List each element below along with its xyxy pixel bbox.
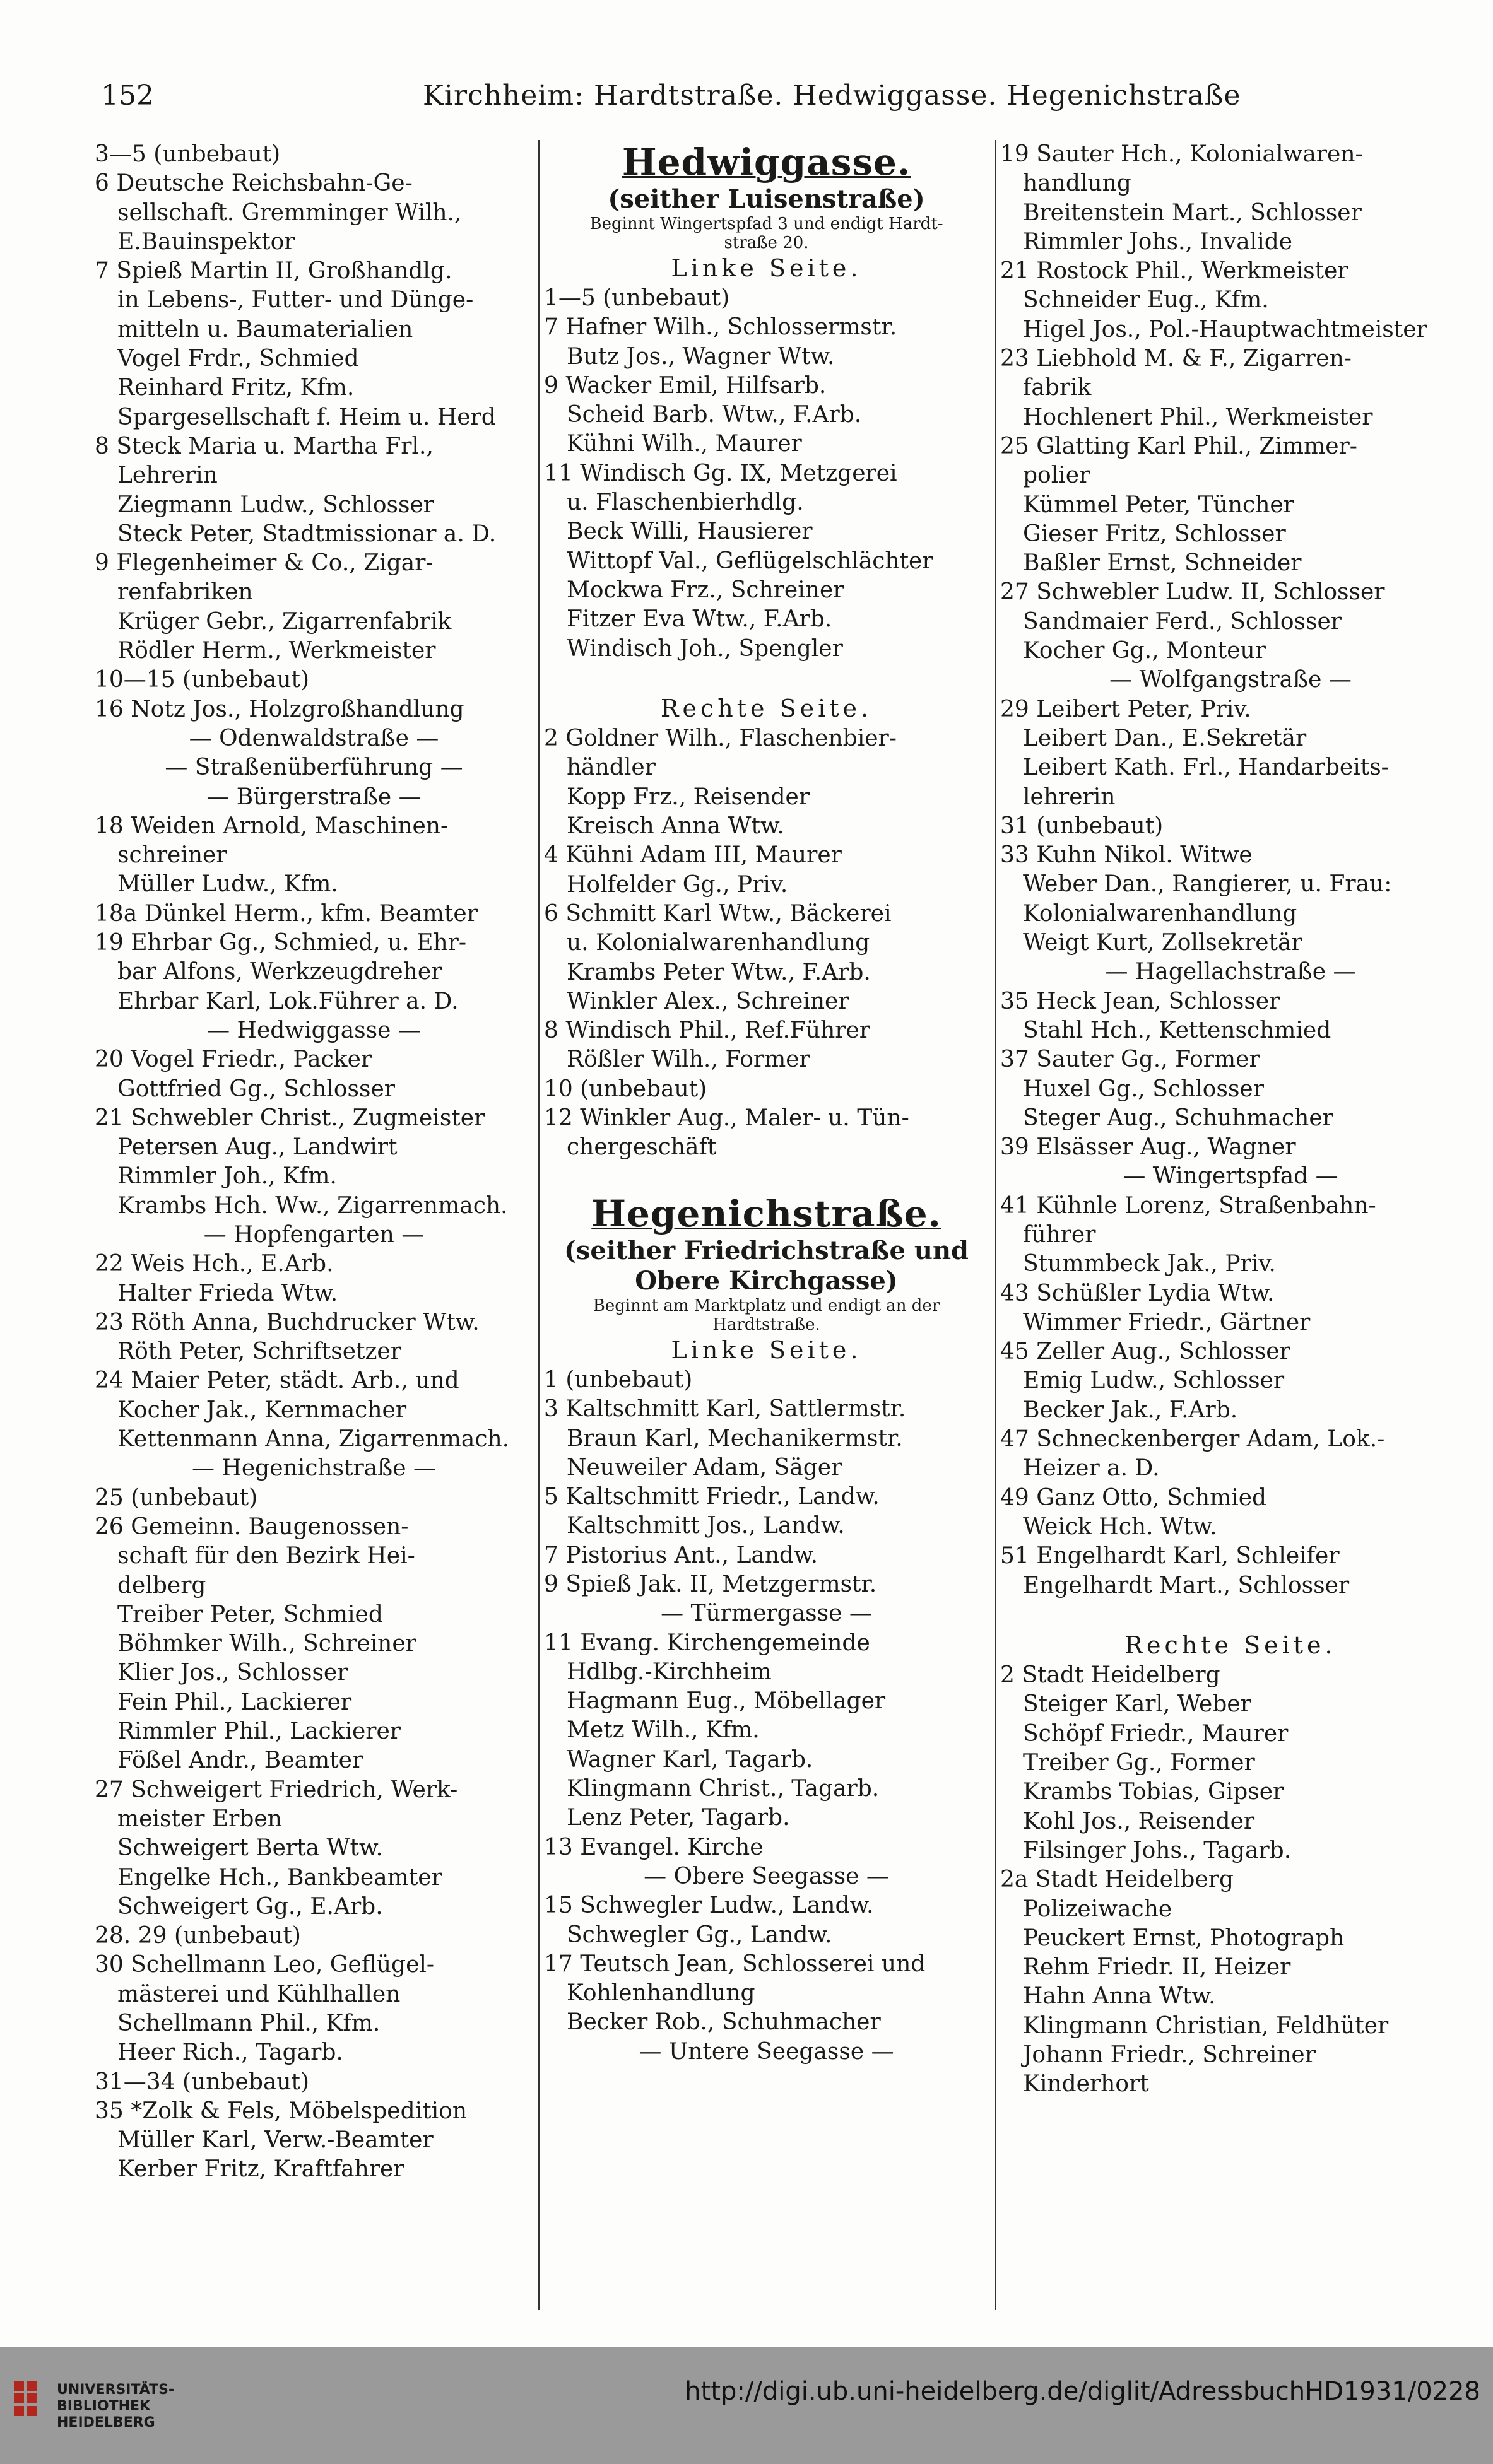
address-entry: 33 Kuhn Nikol. Witwe bbox=[1000, 842, 1253, 869]
address-entry: Kühni Wilh., Maurer bbox=[567, 431, 802, 457]
address-entry: Weigt Kurt, Zollsekretär bbox=[1023, 930, 1302, 956]
address-entry: Krambs Peter Wtw., F.Arb. bbox=[567, 959, 871, 985]
street-extent: straße 20. bbox=[724, 233, 809, 252]
address-entry: Klier Jos., Schlosser bbox=[117, 1660, 348, 1686]
address-entry: 19 Ehrbar Gg., Schmied, u. Ehr- bbox=[95, 930, 467, 956]
address-entry: chergeschäft bbox=[567, 1134, 717, 1161]
address-entry: 27 Schwebler Ludw. II, Schlosser bbox=[1000, 579, 1385, 606]
address-entry: Rehm Friedr. II, Heizer bbox=[1023, 1954, 1291, 1981]
address-entry: 25 (unbebaut) bbox=[95, 1484, 258, 1511]
cross-street-marker: — Hagellachstraße — bbox=[1105, 959, 1356, 985]
permalink-url[interactable]: http://digi.ub.uni-heidelberg.de/diglit/AdressbuchHD1931/0228 bbox=[685, 2377, 1480, 2406]
spacer bbox=[1000, 1600, 1461, 1629]
address-entry: Kocher Gg., Monteur bbox=[1023, 638, 1266, 664]
address-entry: Schöpf Friedr., Maurer bbox=[1023, 1720, 1289, 1747]
side-heading-left: Linke Seite. bbox=[671, 254, 862, 282]
cross-street-marker: — Wingertspfad — bbox=[1123, 1163, 1338, 1190]
column-left bbox=[95, 140, 533, 2316]
address-entry: händler bbox=[567, 754, 656, 781]
address-entry: Röth Peter, Schriftsetzer bbox=[117, 1339, 401, 1365]
address-entry: 47 Schneckenberger Adam, Lok.- bbox=[1000, 1426, 1385, 1453]
address-entry: 18a Dünkel Herm., kfm. Beamter bbox=[95, 900, 478, 927]
former-name: (seither Friedrichstraße und bbox=[564, 1235, 969, 1265]
cross-street-marker: — Wolfgangstraße — bbox=[1109, 667, 1352, 693]
address-entry: Engelhardt Mart., Schlosser bbox=[1023, 1572, 1350, 1599]
address-entry: 41 Kühnle Lorenz, Straßenbahn- bbox=[1000, 1192, 1376, 1219]
address-entry: 5 Kaltschmitt Friedr., Landw. bbox=[544, 1484, 880, 1510]
address-entry: Heer Rich., Tagarb. bbox=[117, 2039, 343, 2066]
address-entry: 29 Leibert Peter, Priv. bbox=[1000, 696, 1251, 722]
address-entry: 4 Kühni Adam III, Maurer bbox=[544, 842, 842, 869]
address-entry: mitteln u. Baumaterialien bbox=[117, 316, 413, 343]
side-heading-left: Linke Seite. bbox=[671, 1335, 862, 1364]
address-entry: Baßler Ernst, Schneider bbox=[1023, 550, 1302, 577]
address-entry: Steiger Karl, Weber bbox=[1023, 1691, 1251, 1718]
address-entry: Kümmel Peter, Tüncher bbox=[1023, 491, 1294, 518]
street-heading-hedwiggasse: Hedwiggasse. bbox=[622, 141, 911, 184]
address-entry: Polizeiwache bbox=[1023, 1896, 1172, 1922]
address-entry: Kohlenhandlung bbox=[567, 1980, 755, 2007]
library-name: HEIDELBERG bbox=[57, 2415, 155, 2431]
address-entry: Peuckert Ernst, Photograph bbox=[1023, 1925, 1345, 1951]
entry-list bbox=[95, 140, 533, 2185]
address-entry: sellschaft. Gremminger Wilh., bbox=[117, 199, 462, 226]
address-entry: Ehrbar Karl, Lok.Führer a. D. bbox=[117, 988, 459, 1014]
entry-list bbox=[544, 1366, 989, 2067]
address-entry: Johann Friedr., Schreiner bbox=[1023, 2042, 1316, 2068]
address-entry: Stummbeck Jak., Priv. bbox=[1023, 1251, 1276, 1277]
address-entry: Winkler Alex., Schreiner bbox=[567, 988, 849, 1014]
address-entry: Schweigert Berta Wtw. bbox=[117, 1835, 383, 1862]
address-entry: Gieser Fritz, Schlosser bbox=[1023, 520, 1286, 547]
address-entry: Müller Ludw., Kfm. bbox=[117, 871, 338, 898]
address-entry: 21 Rostock Phil., Werkmeister bbox=[1000, 258, 1348, 285]
page-header bbox=[95, 74, 1241, 125]
address-entry: 20 Vogel Friedr., Packer bbox=[95, 1047, 372, 1073]
address-entry: Becker Rob., Schuhmacher bbox=[567, 2009, 881, 2036]
address-entry: 6 Deutsche Reichsbahn-Ge- bbox=[95, 170, 413, 197]
address-entry: Beck Willi, Hausierer bbox=[567, 519, 813, 545]
address-entry: Rimmler Phil., Lackierer bbox=[117, 1718, 401, 1745]
address-entry: Kreisch Anna Wtw. bbox=[567, 813, 784, 840]
address-entry: 19 Sauter Hch., Kolonialwaren- bbox=[1000, 141, 1363, 167]
address-entry: 1 (unbebaut) bbox=[544, 1366, 693, 1393]
address-entry: Wittopf Val., Geflügelschlächter bbox=[567, 548, 933, 574]
column-middle bbox=[544, 140, 989, 2316]
address-entry: Emig Ludw., Schlosser bbox=[1023, 1368, 1285, 1394]
address-entry: 3—5 (unbebaut) bbox=[95, 141, 281, 167]
address-entry: mästerei und Kühlhallen bbox=[117, 1981, 401, 2007]
address-entry: Klingmann Christian, Feldhüter bbox=[1023, 2012, 1389, 2039]
address-entry: u. Kolonialwarenhandlung bbox=[567, 930, 870, 956]
address-entry: u. Flaschenbierhdlg. bbox=[567, 490, 804, 516]
address-entry: Leibert Dan., E.Sekretär bbox=[1023, 725, 1307, 751]
address-entry: Butz Jos., Wagner Wtw. bbox=[567, 343, 835, 370]
address-entry: Braun Karl, Mechanikermstr. bbox=[567, 1425, 903, 1452]
address-entry: Scheid Barb. Wtw., F.Arb. bbox=[567, 402, 862, 428]
address-entry: Krüger Gebr., Zigarrenfabrik bbox=[117, 608, 452, 635]
address-entry: 24 Maier Peter, städt. Arb., und bbox=[95, 1368, 459, 1394]
address-entry: 2 Stadt Heidelberg bbox=[1000, 1662, 1220, 1689]
viewer-footer bbox=[0, 2347, 1493, 2464]
address-entry: 27 Schweigert Friedrich, Werk- bbox=[95, 1776, 458, 1803]
entry-list bbox=[544, 724, 989, 1162]
address-entry: führer bbox=[1023, 1221, 1096, 1248]
address-entry: Wimmer Friedr., Gärtner bbox=[1023, 1309, 1311, 1335]
address-entry: Neuweiler Adam, Säger bbox=[567, 1454, 842, 1481]
address-entry: Steger Aug., Schuhmacher bbox=[1023, 1105, 1333, 1131]
cross-street-marker: — Hegenichstraße — bbox=[192, 1455, 436, 1482]
address-entry: E.Bauinspektor bbox=[117, 228, 295, 255]
address-entry: fabrik bbox=[1023, 375, 1092, 401]
address-entry: 30 Schellmann Leo, Geflügel- bbox=[95, 1952, 435, 1978]
address-entry: 31—34 (unbebaut) bbox=[95, 2068, 310, 2095]
address-entry: handlung bbox=[1023, 170, 1131, 197]
street-extent: Beginnt Wingertspfad 3 und endigt Hardt- bbox=[589, 214, 943, 233]
address-entry: Lenz Peter, Tagarb. bbox=[567, 1805, 790, 1831]
former-name: (seither Luisenstraße) bbox=[608, 184, 925, 214]
address-entry: 16 Notz Jos., Holzgroßhandlung bbox=[95, 696, 464, 722]
address-entry: Metz Wilh., Kfm. bbox=[567, 1717, 760, 1744]
address-entry: Sandmaier Ferd., Schlosser bbox=[1023, 608, 1342, 635]
cross-street-marker: — Hedwiggasse — bbox=[207, 1017, 421, 1043]
address-entry: Fitzer Eva Wtw., F.Arb. bbox=[567, 606, 832, 633]
address-entry: 10 (unbebaut) bbox=[544, 1076, 707, 1102]
cross-street-marker: — Hopfengarten — bbox=[203, 1221, 425, 1248]
address-entry: 49 Ganz Otto, Schmied bbox=[1000, 1484, 1267, 1511]
address-entry: Becker Jak., F.Arb. bbox=[1023, 1397, 1238, 1423]
address-entry: Windisch Joh., Spengler bbox=[567, 635, 843, 662]
address-entry: Weber Dan., Rangierer, u. Frau: bbox=[1023, 871, 1392, 898]
address-entry: delberg bbox=[117, 1572, 206, 1599]
address-entry: 7 Hafner Wilh., Schlossermstr. bbox=[544, 314, 897, 341]
address-entry: 25 Glatting Karl Phil., Zimmer- bbox=[1000, 433, 1357, 459]
address-entry: Krambs Hch. Ww., Zigarrenmach. bbox=[117, 1192, 508, 1219]
address-entry: 11 Evang. Kirchengemeinde bbox=[544, 1629, 870, 1656]
address-entry: Vogel Frdr., Schmied bbox=[117, 346, 359, 372]
address-entry: renfabriken bbox=[117, 579, 253, 606]
address-entry: 8 Windisch Phil., Ref.Führer bbox=[544, 1018, 870, 1044]
address-entry: 18 Weiden Arnold, Maschinen- bbox=[95, 813, 449, 839]
address-entry: 13 Evangel. Kirche bbox=[544, 1834, 764, 1860]
cross-street-marker: — Straßenüberführung — bbox=[165, 754, 463, 781]
address-entry: 23 Liebhold M. & F., Zigarren- bbox=[1000, 346, 1352, 372]
address-entry: 43 Schüßler Lydia Wtw. bbox=[1000, 1280, 1275, 1306]
address-entry: Schellmann Phil., Kfm. bbox=[117, 2010, 381, 2036]
address-entry: Kettenmann Anna, Zigarrenmach. bbox=[117, 1426, 510, 1453]
address-entry: Klingmann Christ., Tagarb. bbox=[567, 1776, 880, 1802]
address-entry: 28. 29 (unbebaut) bbox=[95, 1923, 301, 1949]
address-entry: Fößel Andr., Beamter bbox=[117, 1747, 363, 1774]
address-entry: 2a Stadt Heidelberg bbox=[1000, 1867, 1234, 1893]
address-entry: Halter Frieda Wtw. bbox=[117, 1280, 338, 1306]
address-entry: Treiber Gg., Former bbox=[1023, 1750, 1255, 1776]
cross-street-marker: — Obere Seegasse — bbox=[644, 1863, 889, 1889]
address-entry: 7 Spieß Martin II, Großhandlg. bbox=[95, 258, 452, 285]
address-entry: Kolonialwarenhandlung bbox=[1023, 900, 1297, 927]
address-entry: Filsinger Johs., Tagarb. bbox=[1023, 1837, 1292, 1863]
spacer bbox=[544, 1163, 989, 1192]
address-entry: Lehrerin bbox=[117, 462, 218, 489]
address-entry: Kohl Jos., Reisender bbox=[1023, 1808, 1255, 1834]
entry-list bbox=[1000, 140, 1461, 1600]
address-entry: 26 Gemeinn. Baugenossen- bbox=[95, 1513, 409, 1540]
address-entry: 37 Sauter Gg., Former bbox=[1000, 1047, 1260, 1073]
address-entry: 1—5 (unbebaut) bbox=[544, 285, 730, 311]
cross-street-marker: — Odenwaldstraße — bbox=[189, 725, 439, 751]
address-entry: Rödler Herm., Werkmeister bbox=[117, 638, 436, 664]
address-entry: Rößler Wilh., Former bbox=[567, 1047, 810, 1073]
address-entry: meister Erben bbox=[117, 1805, 282, 1832]
entry-list bbox=[1000, 1661, 1461, 2099]
address-entry: Wagner Karl, Tagarb. bbox=[567, 1746, 813, 1773]
address-entry: 22 Weis Hch., E.Arb. bbox=[95, 1251, 334, 1277]
address-entry: 11 Windisch Gg. IX, Metzgerei bbox=[544, 460, 897, 486]
cross-street-marker: — Türmergasse — bbox=[661, 1600, 872, 1627]
address-entry: Hochlenert Phil., Werkmeister bbox=[1023, 404, 1373, 430]
entry-list bbox=[544, 284, 989, 664]
address-entry: Böhmker Wilh., Schreiner bbox=[117, 1631, 416, 1657]
address-entry: Stahl Hch., Kettenschmied bbox=[1023, 1017, 1331, 1043]
address-entry: Kinderhort bbox=[1023, 2071, 1149, 2097]
street-extent: Beginnt am Marktplatz und endigt an der bbox=[593, 1296, 940, 1315]
address-entry: 8 Steck Maria u. Martha Frl., bbox=[95, 433, 434, 459]
address-entry: 51 Engelhardt Karl, Schleifer bbox=[1000, 1543, 1340, 1569]
address-entry: 2 Goldner Wilh., Flaschenbier- bbox=[544, 725, 897, 752]
address-entry: Leibert Kath. Frl., Handarbeits- bbox=[1023, 754, 1389, 781]
address-entry: Kocher Jak., Kernmacher bbox=[117, 1397, 407, 1423]
address-entry: lehrerin bbox=[1023, 783, 1116, 810]
address-entry: Rimmler Joh., Kfm. bbox=[117, 1163, 337, 1190]
address-entry: bar Alfons, Werkzeugdreher bbox=[117, 959, 442, 985]
address-entry: 31 (unbebaut) bbox=[1000, 813, 1164, 839]
side-heading-right: Rechte Seite. bbox=[660, 695, 873, 723]
address-entry: Fein Phil., Lackierer bbox=[117, 1689, 352, 1715]
address-entry: Hdlbg.-Kirchheim bbox=[567, 1658, 772, 1685]
address-entry: Higel Jos., Pol.-Hauptwachtmeister bbox=[1023, 316, 1427, 343]
address-entry: Huxel Gg., Schlosser bbox=[1023, 1076, 1264, 1102]
address-entry: Kerber Fritz, Kraftfahrer bbox=[117, 2156, 404, 2183]
address-entry: Hahn Anna Wtw. bbox=[1023, 1983, 1216, 2010]
address-entry: 35 *Zolk & Fels, Möbelspedition bbox=[95, 2097, 468, 2124]
address-entry: Mockwa Frz., Schreiner bbox=[567, 577, 844, 603]
address-entry: 39 Elsässer Aug., Wagner bbox=[1000, 1134, 1296, 1161]
column-divider bbox=[538, 140, 540, 2310]
cross-street-marker: — Bürgerstraße — bbox=[206, 783, 422, 810]
address-entry: Breitenstein Mart., Schlosser bbox=[1023, 199, 1362, 226]
column-right bbox=[1000, 140, 1461, 2316]
address-entry: Gottfried Gg., Schlosser bbox=[117, 1076, 395, 1102]
library-name: UNIVERSITÄTS- bbox=[57, 2382, 175, 2398]
running-title: Kirchheim: Hardtstraße. Hedwiggasse. Hegenichstraße bbox=[423, 79, 1241, 112]
library-logo[interactable] bbox=[11, 2377, 201, 2440]
address-entry: 21 Schwebler Christ., Zugmeister bbox=[95, 1105, 485, 1131]
cross-street-marker: — Untere Seegasse — bbox=[639, 2038, 894, 2065]
spacer bbox=[544, 664, 989, 693]
library-name: BIBLIOTHEK bbox=[57, 2398, 151, 2414]
page-number: 152 bbox=[101, 79, 154, 112]
former-name: Obere Kirchgasse) bbox=[635, 1265, 898, 1296]
address-entry: Engelke Hch., Bankbeamter bbox=[117, 1864, 442, 1891]
address-entry: schreiner bbox=[117, 842, 227, 869]
address-entry: Kopp Frz., Reisender bbox=[567, 783, 810, 810]
address-entry: 12 Winkler Aug., Maler- u. Tün- bbox=[544, 1105, 909, 1132]
address-entry: Weick Hch. Wtw. bbox=[1023, 1513, 1217, 1540]
address-entry: Schneider Eug., Kfm. bbox=[1023, 287, 1269, 314]
address-entry: Steck Peter, Stadtmissionar a. D. bbox=[117, 520, 497, 547]
address-entry: 7 Pistorius Ant., Landw. bbox=[544, 1542, 818, 1568]
address-entry: 9 Spieß Jak. II, Metzgermstr. bbox=[544, 1571, 877, 1597]
address-entry: 45 Zeller Aug., Schlosser bbox=[1000, 1339, 1290, 1365]
address-entry: Rimmler Johs., Invalide bbox=[1023, 228, 1293, 255]
address-entry: polier bbox=[1023, 462, 1090, 489]
address-entry: in Lebens-, Futter- und Dünge- bbox=[117, 287, 474, 314]
address-entry: 9 Wacker Emil, Hilfsarb. bbox=[544, 372, 827, 399]
address-entry: Krambs Tobias, Gipser bbox=[1023, 1779, 1284, 1805]
address-entry: Ziegmann Ludw., Schlosser bbox=[117, 491, 434, 518]
address-entry: Spargesellschaft f. Heim u. Herd bbox=[117, 404, 496, 430]
address-entry: 35 Heck Jean, Schlosser bbox=[1000, 988, 1280, 1014]
street-heading-hegenichstrasse: Hegenichstraße. bbox=[591, 1192, 941, 1235]
address-entry: 3 Kaltschmitt Karl, Sattlermstr. bbox=[544, 1396, 906, 1423]
address-entry: schaft für den Bezirk Hei- bbox=[117, 1543, 415, 1569]
address-entry: Petersen Aug., Landwirt bbox=[117, 1134, 398, 1161]
address-entry: Treiber Peter, Schmied bbox=[117, 1601, 383, 1628]
address-entry: Schwegler Gg., Landw. bbox=[567, 1921, 832, 1948]
address-entry: 10—15 (unbebaut) bbox=[95, 667, 310, 693]
address-entry: Holfelder Gg., Priv. bbox=[567, 871, 788, 898]
address-entry: 17 Teutsch Jean, Schlosserei und bbox=[544, 1951, 926, 1977]
address-entry: 15 Schwegler Ludw., Landw. bbox=[544, 1892, 874, 1919]
address-entry: 9 Flegenheimer & Co., Zigar- bbox=[95, 550, 434, 577]
address-entry: Heizer a. D. bbox=[1023, 1455, 1160, 1482]
street-extent: Hardtstraße. bbox=[712, 1315, 820, 1334]
side-heading-right: Rechte Seite. bbox=[1124, 1631, 1337, 1660]
address-entry: Müller Karl, Verw.-Beamter bbox=[117, 2127, 434, 2154]
address-entry: Hagmann Eug., Möbellager bbox=[567, 1688, 886, 1715]
address-entry: Kaltschmitt Jos., Landw. bbox=[567, 1513, 845, 1539]
library-emblem-icon bbox=[11, 2377, 49, 2434]
address-entry: Schweigert Gg., E.Arb. bbox=[117, 1893, 383, 1920]
address-entry: Reinhard Fritz, Kfm. bbox=[117, 375, 355, 401]
address-entry: 6 Schmitt Karl Wtw., Bäckerei bbox=[544, 900, 892, 927]
address-entry: 23 Röth Anna, Buchdrucker Wtw. bbox=[95, 1309, 480, 1335]
column-divider bbox=[995, 140, 996, 2310]
